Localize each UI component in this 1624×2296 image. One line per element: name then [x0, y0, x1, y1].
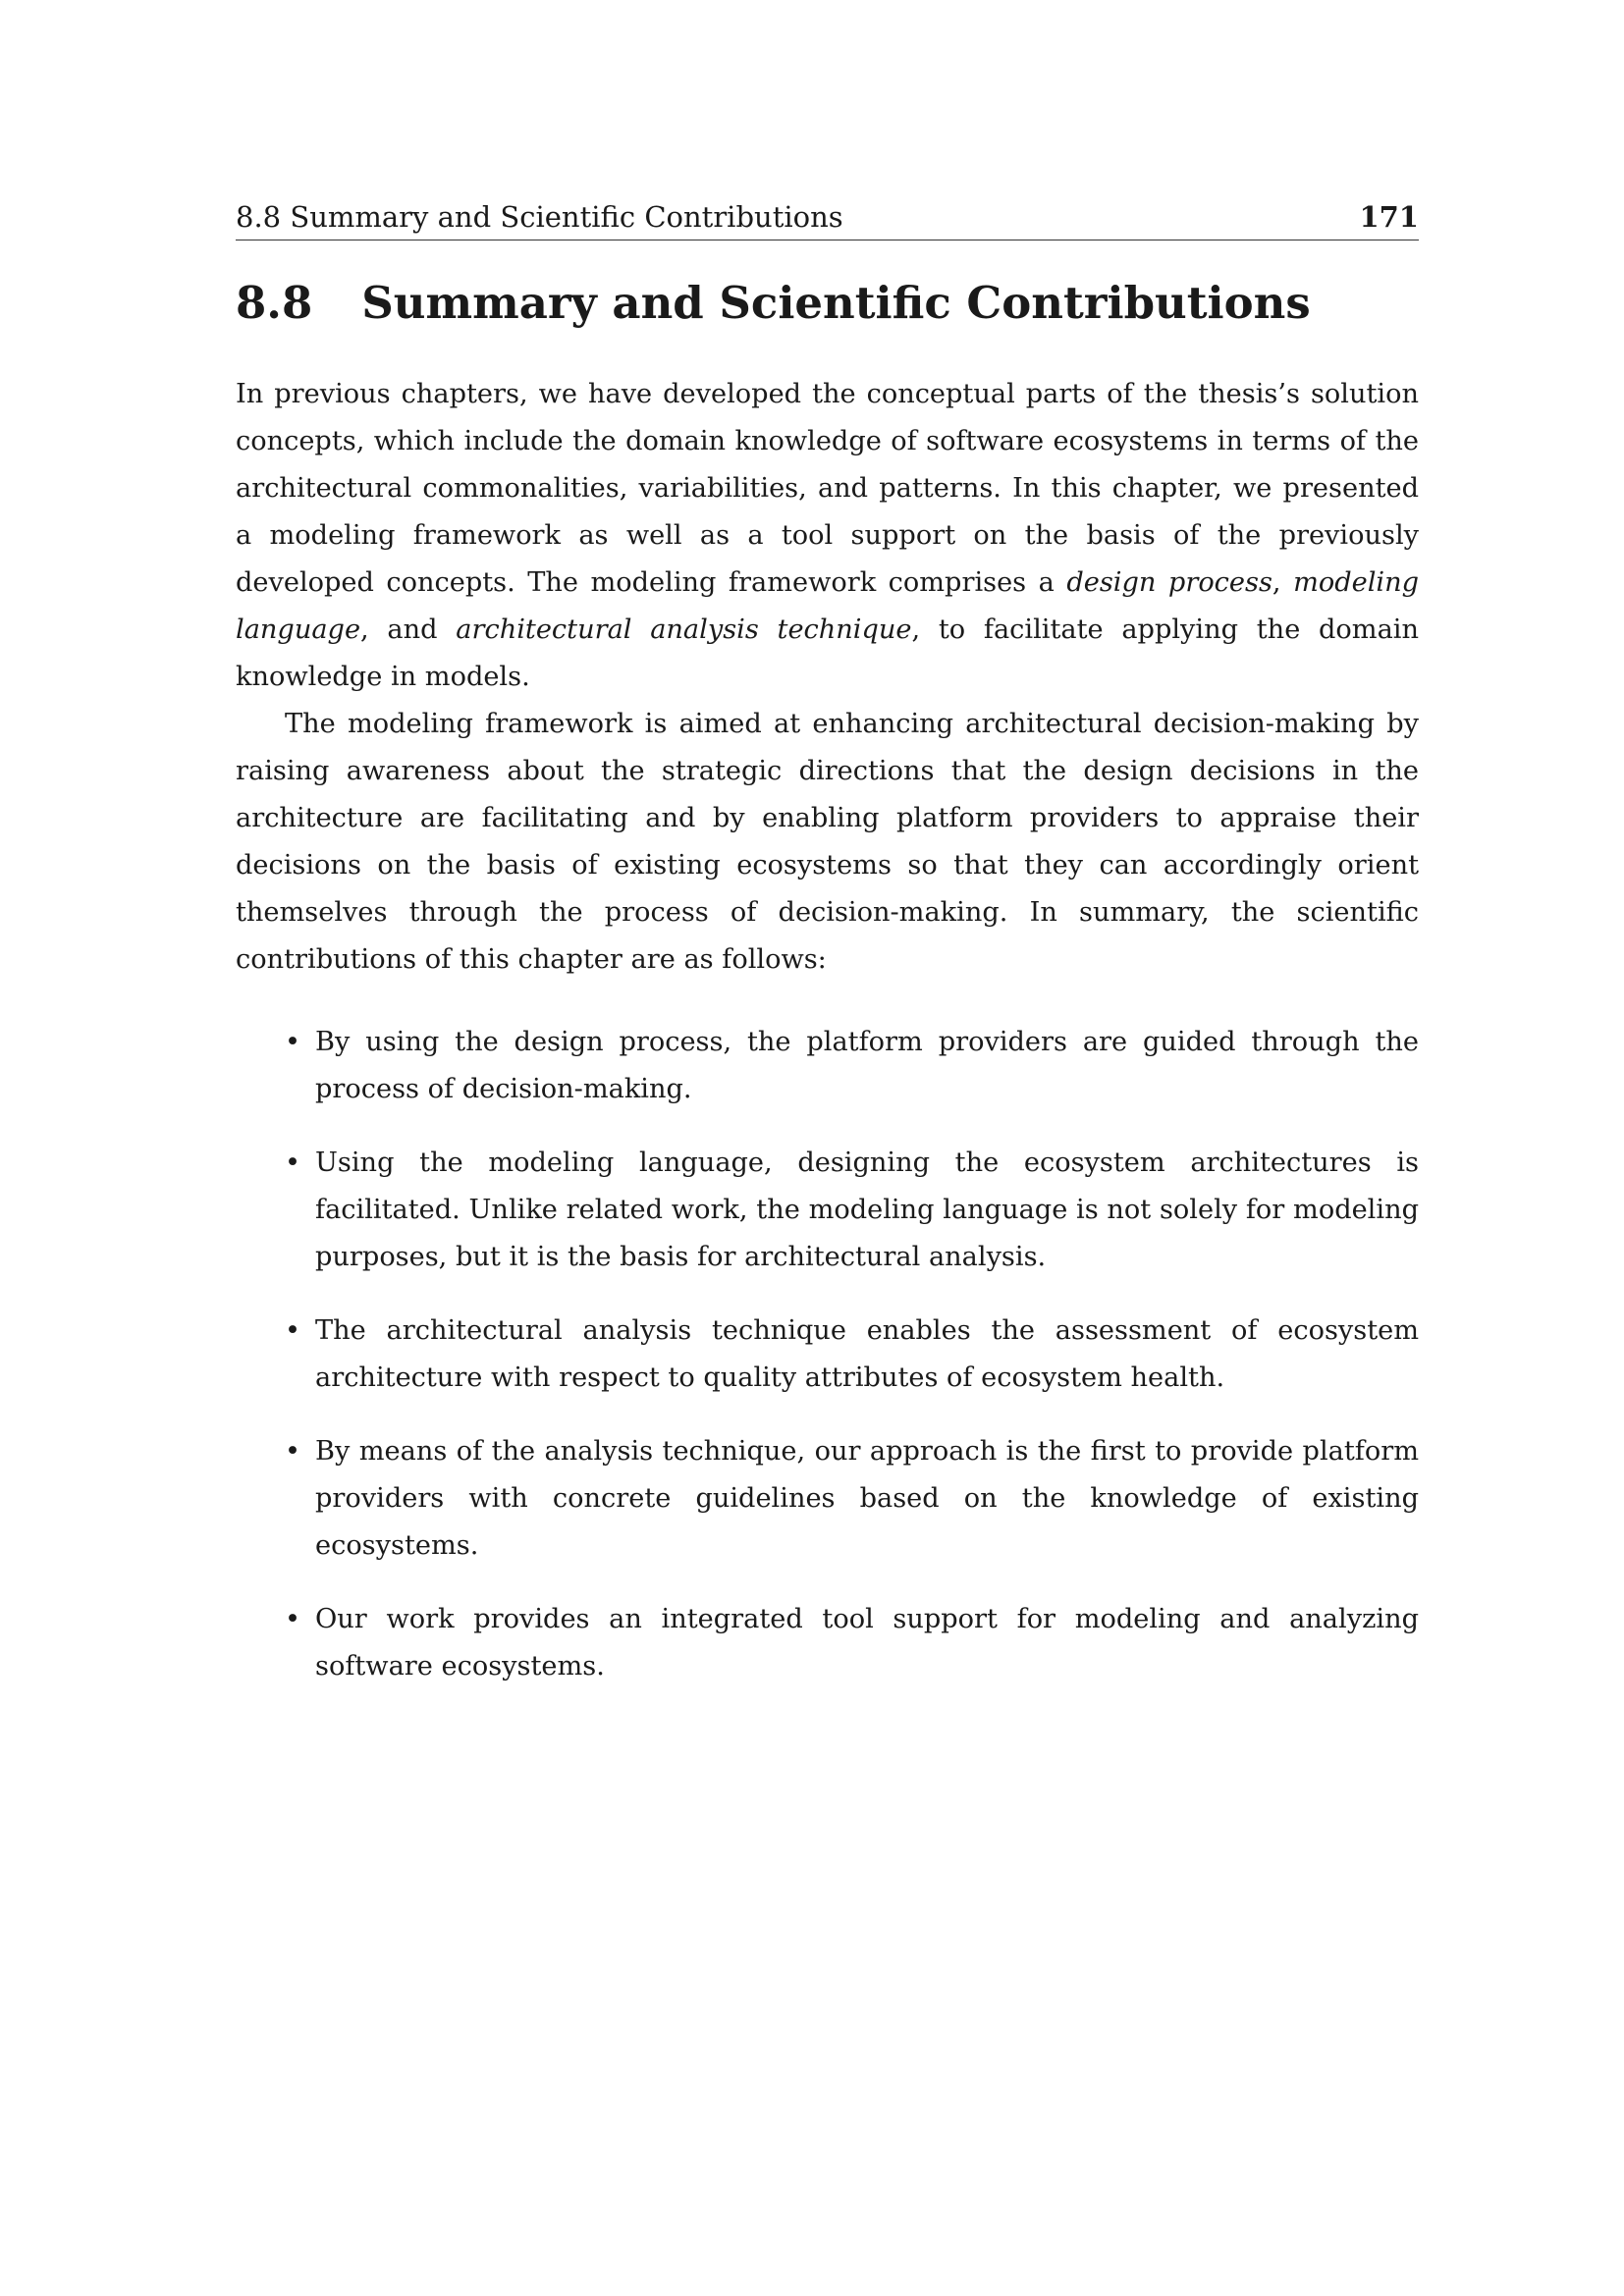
paragraph-1	[236, 371, 1419, 701]
bullet-icon: •	[285, 1604, 301, 1634]
paragraph-1-part-2: , to facilitate applying the domain knowledge in models.	[236, 614, 1419, 692]
contributions-list	[236, 1019, 1419, 1690]
term-architectural-analysis-technique: architectural analysis technique	[456, 614, 912, 645]
bullet-icon: •	[285, 1315, 301, 1346]
list-item-text: By means of the analysis technique, our approach is the first to provide platform providers with concrete guidelines based on the knowledge of existing ecosystems.	[315, 1436, 1419, 1561]
list-item-text: Our work provides an integrated tool support for modeling and analyzing software ecosystems.	[315, 1604, 1419, 1682]
paragraph-2: The modeling framework is aimed at enhancing architectural decision-making by raising awareness about the strategic directions that the design decisions in the architecture are facilitating and by enabling platform providers to appraise their decisions on the basis of existing ecosystems so that they can accordingly orient themselves through the process of decision-making. In summary, the scientific contributions of this chapter are as follows:	[236, 709, 1419, 975]
list-item	[236, 1428, 1419, 1570]
list-item	[236, 1140, 1419, 1281]
list-item-text: The architectural analysis technique enables the assessment of ecosystem architecture with respect to quality attributes of ecosystem health.	[315, 1315, 1419, 1393]
list-item	[236, 1596, 1419, 1690]
running-header	[236, 196, 1419, 240]
section-heading	[236, 277, 1311, 329]
bullet-icon: •	[285, 1436, 301, 1467]
section-number: 8.8	[236, 277, 313, 329]
separator-1: ,	[1272, 567, 1294, 598]
term-modeling-language: modeling language	[236, 567, 1420, 645]
bullet-icon: •	[285, 1148, 301, 1178]
body-text	[236, 371, 1419, 1717]
paragraph-1-part-1: In previous chapters, we have developed the conceptual parts of the thesis’s solution concepts, which include the domain knowledge of software ecosystems in terms of the architectural commonalities, variabilities, and patterns. In this chapter, we presented a modeling framework as well as a tool support on the basis of the previously developed concepts. The modeling framework comprises a	[236, 379, 1419, 598]
bullet-icon: •	[285, 1027, 301, 1057]
section-title: Summary and Scientific Contributions	[361, 277, 1311, 329]
list-item-text: Using the modeling language, designing the ecosystem architectures is facilitated. Unlike related work, the modeling language is not solely for modeling purposes, but it is the basis for architectural analysis.	[315, 1148, 1419, 1272]
list-item	[236, 1308, 1419, 1402]
list-item	[236, 1019, 1419, 1113]
list-item-text: By using the design process, the platform providers are guided through the process of decision-making.	[315, 1027, 1419, 1104]
separator-2: , and	[360, 614, 457, 645]
page-number: 171	[1359, 200, 1419, 234]
running-header-title: 8.8 Summary and Scientific Contributions	[236, 200, 843, 234]
term-design-process: design process	[1066, 567, 1272, 598]
